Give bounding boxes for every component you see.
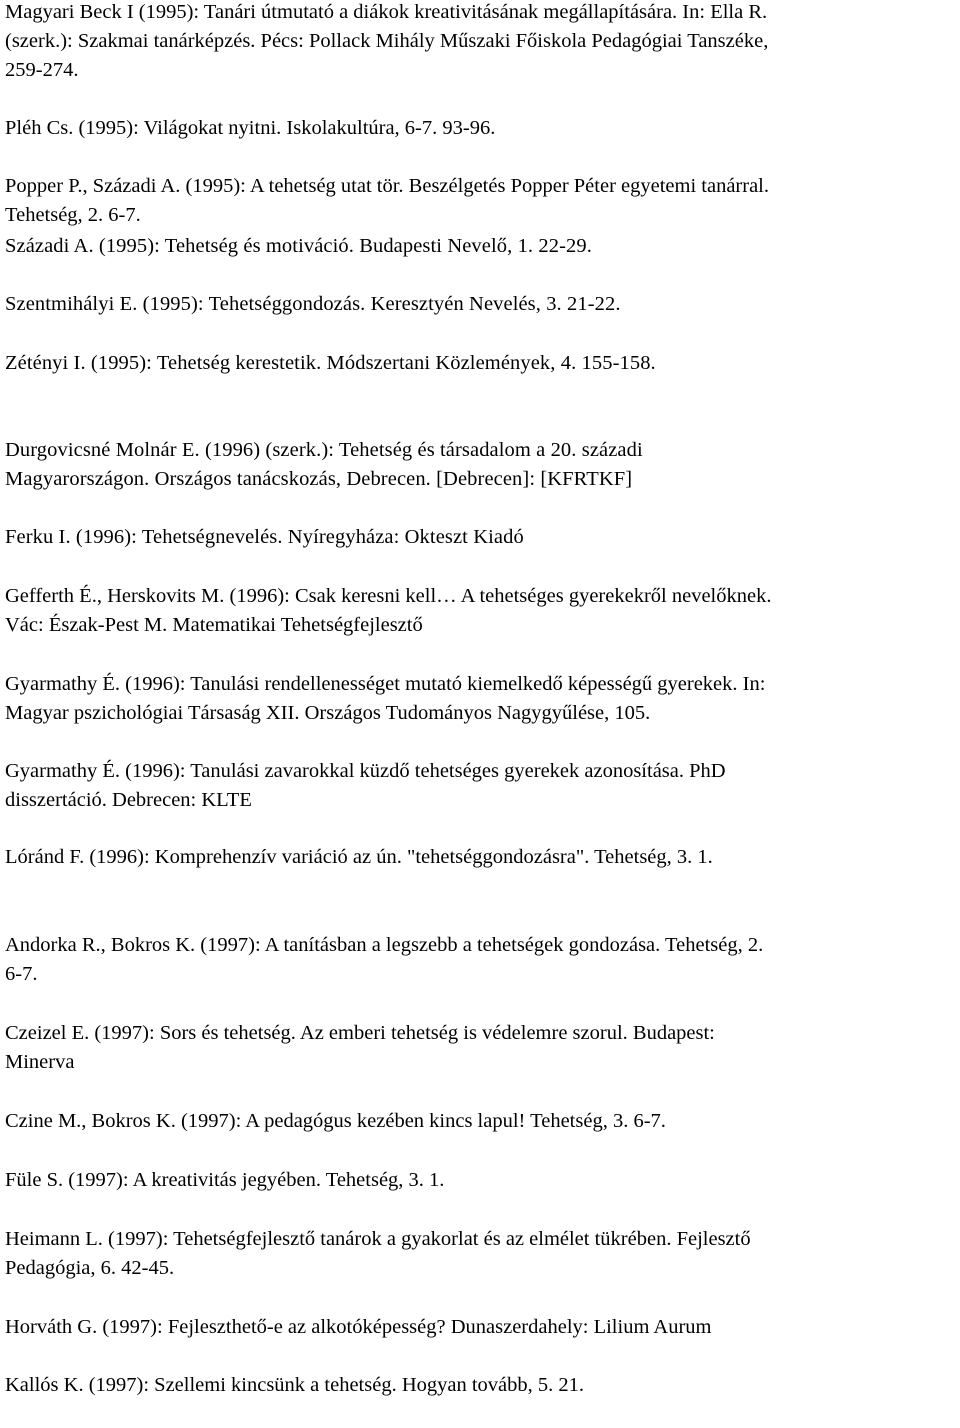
reference-line: Gefferth É., Herskovits M. (1996): Csak keresni kell… A tehetséges gyerekekről nevelőknek. [5, 585, 772, 607]
reference-entry [5, 1019, 960, 1077]
reference-line: Andorka R., Bokros K. (1997): A tanításban a legszebb a tehetségek gondozása. Tehetség, 2. [5, 934, 764, 956]
reference-line: Heimann L. (1997): Tehetségfejlesztő tanárok a gyakorlat és az elmélet tükrében. Fejlesztő [5, 1228, 751, 1250]
reference-line: 6-7. [5, 963, 38, 985]
reference-line: Magyari Beck I (1995): Tanári útmutató a diákok kreativitásának megállapítására. In: Ella R. [5, 1, 768, 23]
reference-line: Kallós K. (1997): Szellemi kincsünk a tehetség. Hogyan tovább, 5. 21. [5, 1374, 585, 1396]
reference-entry [5, 1371, 960, 1400]
reference-line: Popper P., Századi A. (1995): A tehetség utat tör. Beszélgetés Popper Péter egyetemi tanárral. [5, 175, 769, 197]
reference-entry [5, 1166, 960, 1195]
reference-entry [5, 1313, 960, 1342]
reference-line: Ferku I. (1996): Tehetségnevelés. Nyíregyháza: Okteszt Kiadó [5, 526, 524, 548]
reference-entry [5, 232, 960, 261]
reference-line: Durgovicsné Molnár E. (1996) (szerk.): Tehetség és társadalom a 20. századi [5, 439, 643, 461]
reference-entry [5, 582, 960, 640]
reference-line: (szerk.): Szakmai tanárképzés. Pécs: Pollack Mihály Műszaki Főiskola Pedagógiai Tanszéke, [5, 30, 769, 52]
reference-entry [5, 670, 960, 728]
reference-line: Pedagógia, 6. 42-45. [5, 1257, 175, 1279]
reference-entry [5, 523, 960, 552]
reference-line: Tehetség, 2. 6-7. [5, 204, 141, 226]
reference-line: Magyar pszichológiai Társaság XII. Országos Tudományos Nagygyűlése, 105. [5, 702, 651, 724]
reference-line: Minerva [5, 1051, 75, 1073]
reference-entry [5, 290, 960, 319]
reference-line: Füle S. (1997): A kreativitás jegyében. Tehetség, 3. 1. [5, 1169, 445, 1191]
reference-entry [5, 843, 960, 872]
reference-line: Vác: Észak-Pest M. Matematikai Tehetségfejlesztő [5, 614, 423, 636]
reference-entry [5, 172, 960, 230]
reference-line: disszertáció. Debrecen: KLTE [5, 789, 252, 811]
reference-line: Czeizel E. (1997): Sors és tehetség. Az emberi tehetség is védelemre szorul. Budapest: [5, 1022, 715, 1044]
reference-entry [5, 1107, 960, 1136]
reference-line: Magyarországon. Országos tanácskozás, Debrecen. [Debrecen]: [KFRTKF] [5, 468, 633, 490]
reference-line: Gyarmathy É. (1996): Tanulási rendellenességet mutató kiemelkedő képességű gyerekek. In: [5, 673, 766, 695]
reference-line: Szentmihályi E. (1995): Tehetséggondozás. Keresztyén Nevelés, 3. 21-22. [5, 293, 621, 315]
reference-line: Lóránd F. (1996): Komprehenzív variáció az ún. "tehetséggondozásra". Tehetség, 3. 1. [5, 846, 713, 868]
reference-line: Gyarmathy É. (1996): Tanulási zavarokkal küzdő tehetséges gyerekek azonosítása. PhD [5, 760, 726, 782]
reference-line: Pléh Cs. (1995): Világokat nyitni. Iskolakultúra, 6-7. 93-96. [5, 117, 496, 139]
reference-line: Századi A. (1995): Tehetség és motiváció. Budapesti Nevelő, 1. 22-29. [5, 235, 592, 257]
reference-entry [5, 436, 960, 494]
reference-line: 259-274. [5, 59, 79, 81]
reference-entry [5, 1225, 960, 1283]
reference-entry [5, 931, 960, 989]
reference-entry [5, 349, 960, 378]
reference-line: Horváth G. (1997): Fejleszthető-e az alkotóképesség? Dunaszerdahely: Lilium Aurum [5, 1316, 712, 1338]
reference-line: Zétényi I. (1995): Tehetség kerestetik. Módszertani Közlemények, 4. 155-158. [5, 352, 656, 374]
reference-line: Czine M., Bokros K. (1997): A pedagógus kezében kincs lapul! Tehetség, 3. 6-7. [5, 1110, 666, 1132]
reference-entry [5, 114, 960, 143]
reference-entry [5, 757, 960, 815]
reference-entry [5, 0, 960, 85]
